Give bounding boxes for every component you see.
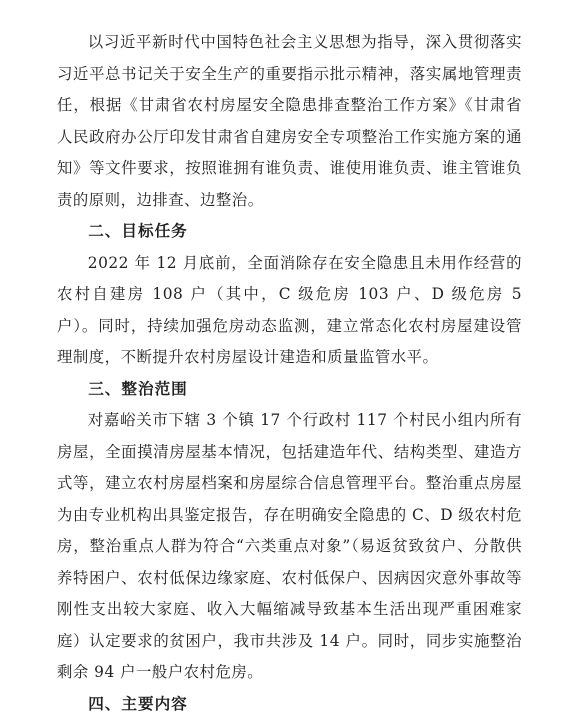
- section-heading-targets: 二、目标任务: [57, 216, 522, 248]
- intro-paragraph: 以习近平新时代中国特色社会主义思想为指导，深入贯彻落实习近平总书记关于安全生产的重要指示批示精神，落实属地管理责任，根据《甘肃省农村房屋安全隐患排查整治工作方案》《甘肃省人民政府办公厅印发甘肃省自建房安全专项整治工作实施方案的通知》等文件要求，按照谁拥有谁负责、谁使用谁负责、谁主管谁负责的原则，边排查、边整治。: [57, 27, 522, 216]
- section-heading-scope: 三、整治范围: [57, 374, 522, 406]
- section-heading-main-content: 四、主要内容: [57, 689, 522, 720]
- scope-paragraph: 对嘉峪关市下辖 3 个镇 17 个行政村 117 个村民小组内所有房屋，全面摸清房屋基本情况，包括建造年代、结构类型、建造方式等，建立农村房屋档案和房屋综合信息管理平台。整治重点房屋为由专业机构出具鉴定报告，存在明确安全隐患的 C、D 级农村危房，整治重点人群为符合“六类重点对象”（易返贫致贫户、分散供养特困户、农村低保边缘家庭、农村低保户、因病因灾意外事故等刚性支出较大家庭、收入大幅缩减导致基本生活出现严重困难家庭）认定要求的贫困户，我市共涉及 14 户。同时，同步实施整治剩余 94 户一般户农村危房。: [57, 405, 522, 689]
- targets-paragraph: 2022 年 12 月底前，全面消除存在安全隐患且未用作经营的农村自建房 108 户（其中，C 级危房 103 户、D 级危房 5 户）。同时，持续加强危房动态监测，建立常态化农村房屋建设管理制度，不断提升农村房屋设计建造和质量监管水平。: [57, 248, 522, 374]
